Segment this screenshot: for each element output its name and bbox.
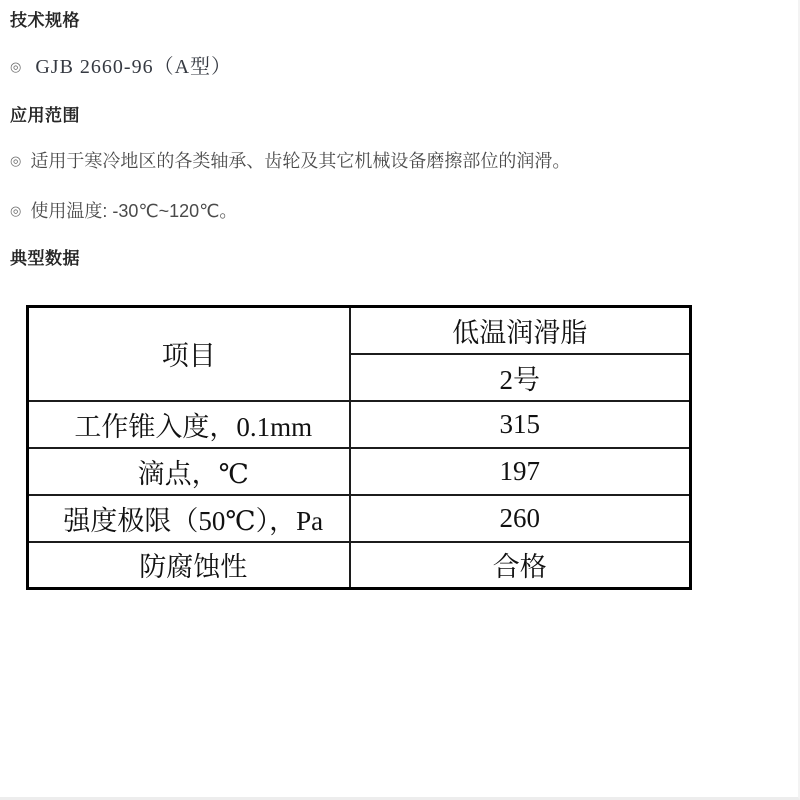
circle-bullet-icon: ◎ [10,153,22,168]
application-temperature-text: 使用温度: -30℃~120℃。 [30,201,238,221]
table-row [28,495,691,542]
section-heading-tech-spec: 技术规格 [10,11,80,30]
table-header-grade-cell: 2号 [350,354,691,401]
tech-spec-item [10,54,798,82]
section-heading-typical-data: 典型数据 [10,249,80,268]
table-row [28,542,691,589]
section-heading-application: 应用范围 [10,106,80,125]
circle-bullet-icon: ◎ [10,59,22,74]
property-cell: 滴点，℃ [28,448,350,495]
tech-spec-standard-text: GJB 2660-96（A型） [35,56,233,78]
typical-data-table [26,305,692,590]
property-cell: 工作锥入度，0.1mm [28,401,350,448]
table-header-row [28,307,691,354]
circle-bullet-icon: ◎ [10,203,22,218]
table-header-product-cell: 低温润滑脂 [350,307,691,354]
value-cell: 合格 [350,542,691,589]
property-cell: 强度极限（50℃），Pa [28,495,350,542]
table-row [28,448,691,495]
application-usage-text: 适用于寒冷地区的各类轴承、齿轮及其它机械设备磨擦部位的润滑。 [30,151,571,171]
value-cell: 315 [350,401,691,448]
application-item [10,148,798,176]
table-row [28,401,691,448]
table-header-item-cell: 项目 [28,307,350,401]
value-cell: 197 [350,448,691,495]
value-cell: 260 [350,495,691,542]
application-item [10,198,798,226]
property-cell: 防腐蚀性 [28,542,350,589]
